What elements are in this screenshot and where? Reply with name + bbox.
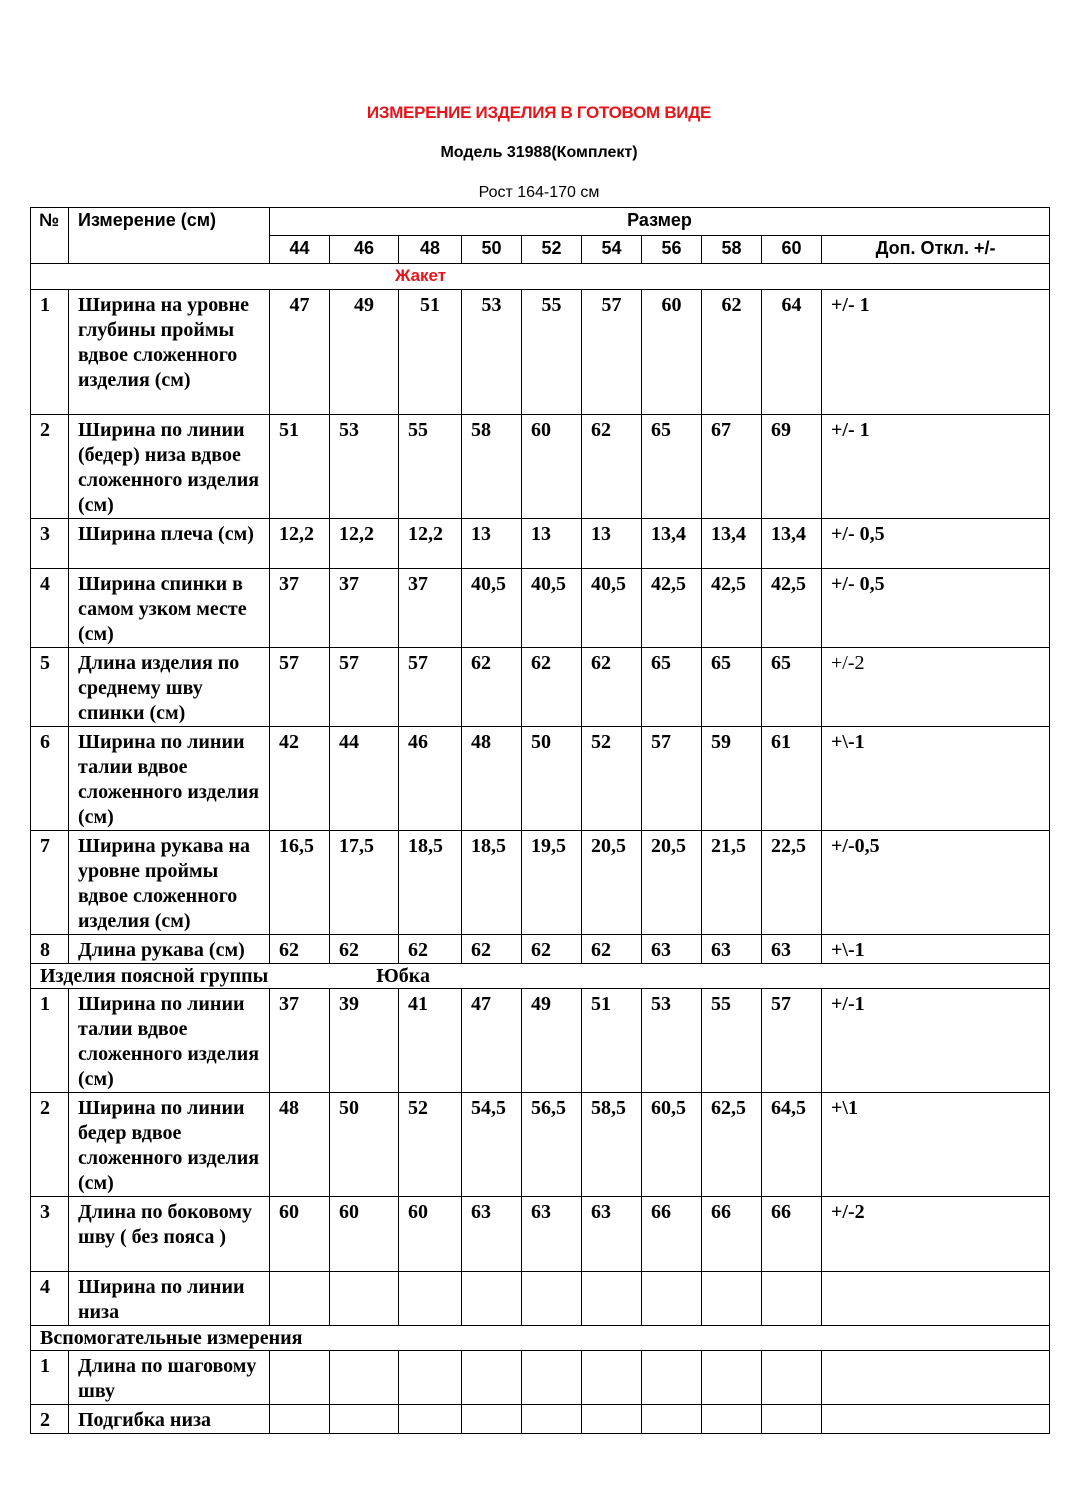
value-cell — [399, 1272, 462, 1326]
size-header-cell: 46 — [330, 236, 399, 264]
value-cell: 41 — [399, 989, 462, 1093]
value-cell: 19,5 — [522, 831, 582, 935]
row-number: 3 — [31, 1197, 69, 1272]
value-cell — [702, 1351, 762, 1405]
value-cell: 59 — [702, 727, 762, 831]
size-header-cell: 52 — [522, 236, 582, 264]
size-header-cell: 60 — [762, 236, 822, 264]
value-cell: 62 — [582, 415, 642, 519]
value-cell — [522, 1351, 582, 1405]
value-cell: 54,5 — [462, 1093, 522, 1197]
value-cell: 37 — [399, 569, 462, 648]
value-cell: 62 — [330, 935, 399, 964]
value-cell: 18,5 — [399, 831, 462, 935]
height-label: Рост 164-170 см — [478, 184, 600, 201]
measurement-name: Длина рукава (см) — [69, 935, 270, 964]
table-row — [31, 290, 1050, 415]
value-cell: 66 — [702, 1197, 762, 1272]
row-number: 7 — [31, 831, 69, 935]
value-cell: 63 — [582, 1197, 642, 1272]
tolerance-cell: +/-2 — [822, 648, 1050, 727]
measurement-name: Ширина рукава на уровне проймы вдвое сложенного изделия (см) — [69, 831, 270, 935]
value-cell — [522, 1272, 582, 1326]
table-row — [31, 831, 1050, 935]
column-header-measurement: Измерение (см) — [69, 208, 270, 264]
tolerance-cell: +\-1 — [822, 727, 1050, 831]
value-cell: 65 — [642, 648, 702, 727]
row-number: 2 — [31, 415, 69, 519]
value-cell: 57 — [582, 290, 642, 415]
row-number: 8 — [31, 935, 69, 964]
value-cell: 62 — [522, 935, 582, 964]
value-cell: 12,2 — [270, 519, 330, 569]
value-cell: 53 — [642, 989, 702, 1093]
value-cell: 21,5 — [702, 831, 762, 935]
value-cell: 69 — [762, 415, 822, 519]
value-cell: 60 — [330, 1197, 399, 1272]
value-cell — [642, 1405, 702, 1434]
value-cell: 58 — [462, 415, 522, 519]
value-cell: 63 — [522, 1197, 582, 1272]
value-cell: 46 — [399, 727, 462, 831]
section-row-jacket — [31, 264, 1050, 290]
measurement-name: Длина изделия по среднему шву спинки (см) — [69, 648, 270, 727]
table-row — [31, 935, 1050, 964]
value-cell: 66 — [762, 1197, 822, 1272]
value-cell: 57 — [762, 989, 822, 1093]
column-header-size: Размер — [270, 208, 1050, 236]
size-header-cell: 54 — [582, 236, 642, 264]
value-cell: 60 — [270, 1197, 330, 1272]
value-cell: 20,5 — [582, 831, 642, 935]
measurement-name: Ширина по линии низа — [69, 1272, 270, 1326]
value-cell: 53 — [330, 415, 399, 519]
table-row — [31, 727, 1050, 831]
value-cell: 62 — [462, 935, 522, 964]
value-cell: 55 — [522, 290, 582, 415]
table-row — [31, 989, 1050, 1093]
value-cell: 12,2 — [330, 519, 399, 569]
section-row-aux — [31, 1326, 1050, 1351]
measurement-name: Подгибка низа — [69, 1405, 270, 1434]
value-cell: 42,5 — [762, 569, 822, 648]
section-label-skirt-group — [31, 964, 1050, 989]
value-cell: 57 — [270, 648, 330, 727]
row-number: 3 — [31, 519, 69, 569]
tolerance-cell: +/-2 — [822, 1197, 1050, 1272]
tolerance-cell: +/- 1 — [822, 290, 1050, 415]
value-cell: 65 — [762, 648, 822, 727]
value-cell — [270, 1351, 330, 1405]
value-cell: 12,2 — [399, 519, 462, 569]
section-row-skirt — [31, 964, 1050, 989]
row-number: 5 — [31, 648, 69, 727]
value-cell: 37 — [330, 569, 399, 648]
value-cell: 37 — [270, 569, 330, 648]
measurement-name: Ширина на уровне глубины проймы вдвое сложенного изделия (см) — [69, 290, 270, 415]
value-cell: 49 — [522, 989, 582, 1093]
section-label-skirt: Юбка — [376, 965, 431, 987]
value-cell: 20,5 — [642, 831, 702, 935]
row-number: 6 — [31, 727, 69, 831]
size-header-cell: 50 — [462, 236, 522, 264]
value-cell: 13 — [582, 519, 642, 569]
tolerance-cell: +\-1 — [822, 935, 1050, 964]
value-cell: 50 — [330, 1093, 399, 1197]
value-cell — [762, 1272, 822, 1326]
table-row — [31, 1272, 1050, 1326]
measurement-table-body — [31, 208, 1050, 1434]
value-cell: 57 — [642, 727, 702, 831]
value-cell: 13,4 — [702, 519, 762, 569]
value-cell: 52 — [582, 727, 642, 831]
value-cell: 40,5 — [462, 569, 522, 648]
value-cell — [702, 1405, 762, 1434]
page-title: ИЗМЕРЕНИЕ ИЗДЕЛИЯ В ГОТОВОМ ВИДЕ — [366, 103, 712, 122]
value-cell: 50 — [522, 727, 582, 831]
value-cell: 22,5 — [762, 831, 822, 935]
value-cell: 55 — [702, 989, 762, 1093]
value-cell: 55 — [399, 415, 462, 519]
value-cell — [462, 1405, 522, 1434]
value-cell: 65 — [642, 415, 702, 519]
table-header-row — [31, 208, 1050, 236]
value-cell: 61 — [762, 727, 822, 831]
value-cell — [330, 1351, 399, 1405]
row-number: 4 — [31, 569, 69, 648]
value-cell: 16,5 — [270, 831, 330, 935]
measurement-name: Ширина по линии талии вдвое сложенного изделия (см) — [69, 727, 270, 831]
value-cell: 60 — [399, 1197, 462, 1272]
value-cell — [582, 1272, 642, 1326]
value-cell: 66 — [642, 1197, 702, 1272]
measurement-name: Длина по шаговому шву — [69, 1351, 270, 1405]
tolerance-cell — [822, 1272, 1050, 1326]
value-cell: 67 — [702, 415, 762, 519]
value-cell: 47 — [462, 989, 522, 1093]
row-number: 1 — [31, 1351, 69, 1405]
column-header-number: № — [31, 208, 69, 264]
value-cell: 60 — [522, 415, 582, 519]
value-cell: 17,5 — [330, 831, 399, 935]
value-cell — [702, 1272, 762, 1326]
section-label-jacket: Жакет — [31, 264, 1050, 290]
value-cell: 60 — [642, 290, 702, 415]
value-cell: 42,5 — [702, 569, 762, 648]
value-cell: 63 — [642, 935, 702, 964]
value-cell: 51 — [399, 290, 462, 415]
value-cell: 63 — [702, 935, 762, 964]
value-cell — [330, 1405, 399, 1434]
value-cell: 60,5 — [642, 1093, 702, 1197]
value-cell — [462, 1351, 522, 1405]
measurement-name: Ширина по линии бедер вдвое сложенного изделия (см) — [69, 1093, 270, 1197]
value-cell: 62 — [582, 648, 642, 727]
value-cell: 49 — [330, 290, 399, 415]
value-cell: 18,5 — [462, 831, 522, 935]
table-row — [31, 1197, 1050, 1272]
group-label: Изделия поясной группы — [40, 965, 269, 987]
row-number: 2 — [31, 1093, 69, 1197]
value-cell: 40,5 — [582, 569, 642, 648]
value-cell: 48 — [270, 1093, 330, 1197]
value-cell — [270, 1272, 330, 1326]
row-number: 1 — [31, 989, 69, 1093]
value-cell: 52 — [399, 1093, 462, 1197]
measurement-name: Ширина спинки в самом узком месте (см) — [69, 569, 270, 648]
table-row — [31, 1093, 1050, 1197]
measurement-name: Ширина по линии талии вдвое сложенного изделия (см) — [69, 989, 270, 1093]
value-cell — [399, 1351, 462, 1405]
value-cell — [399, 1405, 462, 1434]
value-cell — [762, 1405, 822, 1434]
table-row — [31, 569, 1050, 648]
measurement-name: Длина по боковому шву ( без пояса ) — [69, 1197, 270, 1272]
tolerance-cell: +/- 0,5 — [822, 519, 1050, 569]
value-cell: 51 — [582, 989, 642, 1093]
tolerance-cell: +/- 1 — [822, 415, 1050, 519]
value-cell: 62 — [702, 290, 762, 415]
value-cell: 39 — [330, 989, 399, 1093]
table-row — [31, 1351, 1050, 1405]
tolerance-cell: +/- 0,5 — [822, 569, 1050, 648]
model-label: Модель 31988(Комплект) — [440, 144, 638, 161]
row-number: 1 — [31, 290, 69, 415]
value-cell: 13,4 — [762, 519, 822, 569]
value-cell: 65 — [702, 648, 762, 727]
value-cell: 51 — [270, 415, 330, 519]
value-cell — [330, 1272, 399, 1326]
value-cell: 40,5 — [522, 569, 582, 648]
value-cell — [270, 1405, 330, 1434]
value-cell: 57 — [330, 648, 399, 727]
value-cell: 63 — [462, 1197, 522, 1272]
value-cell — [462, 1272, 522, 1326]
value-cell: 64,5 — [762, 1093, 822, 1197]
value-cell: 58,5 — [582, 1093, 642, 1197]
value-cell: 42 — [270, 727, 330, 831]
value-cell: 62 — [582, 935, 642, 964]
value-cell: 56,5 — [522, 1093, 582, 1197]
size-header-cell: 56 — [642, 236, 702, 264]
tolerance-cell: +/-1 — [822, 989, 1050, 1093]
size-header-cell: 48 — [399, 236, 462, 264]
value-cell: 47 — [270, 290, 330, 415]
tolerance-cell: +\1 — [822, 1093, 1050, 1197]
table-row — [31, 415, 1050, 519]
tolerance-cell — [822, 1405, 1050, 1434]
value-cell: 44 — [330, 727, 399, 831]
measurement-table — [30, 207, 1050, 1434]
tolerance-cell: +/-0,5 — [822, 831, 1050, 935]
value-cell: 63 — [762, 935, 822, 964]
value-cell: 62 — [399, 935, 462, 964]
row-number: 4 — [31, 1272, 69, 1326]
value-cell — [642, 1351, 702, 1405]
value-cell: 62 — [270, 935, 330, 964]
row-number: 2 — [31, 1405, 69, 1434]
value-cell: 13,4 — [642, 519, 702, 569]
size-header-cell: 44 — [270, 236, 330, 264]
size-header-cell: 58 — [702, 236, 762, 264]
value-cell: 48 — [462, 727, 522, 831]
value-cell: 62 — [462, 648, 522, 727]
value-cell: 57 — [399, 648, 462, 727]
value-cell — [582, 1405, 642, 1434]
value-cell: 42,5 — [642, 569, 702, 648]
tolerance-header-cell: Доп. Откл. +/- — [822, 236, 1050, 264]
value-cell — [522, 1405, 582, 1434]
value-cell — [642, 1272, 702, 1326]
value-cell: 37 — [270, 989, 330, 1093]
value-cell: 13 — [522, 519, 582, 569]
table-row — [31, 648, 1050, 727]
value-cell: 64 — [762, 290, 822, 415]
value-cell: 62 — [522, 648, 582, 727]
table-row — [31, 1405, 1050, 1434]
table-row — [31, 519, 1050, 569]
value-cell: 13 — [462, 519, 522, 569]
value-cell — [762, 1351, 822, 1405]
measurement-name: Ширина по линии (бедер) низа вдвое сложенного изделия (см) — [69, 415, 270, 519]
tolerance-cell — [822, 1351, 1050, 1405]
value-cell — [582, 1351, 642, 1405]
value-cell: 62,5 — [702, 1093, 762, 1197]
measurement-name: Ширина плеча (см) — [69, 519, 270, 569]
value-cell: 53 — [462, 290, 522, 415]
section-label-aux: Вспомогательные измерения — [31, 1326, 1050, 1351]
